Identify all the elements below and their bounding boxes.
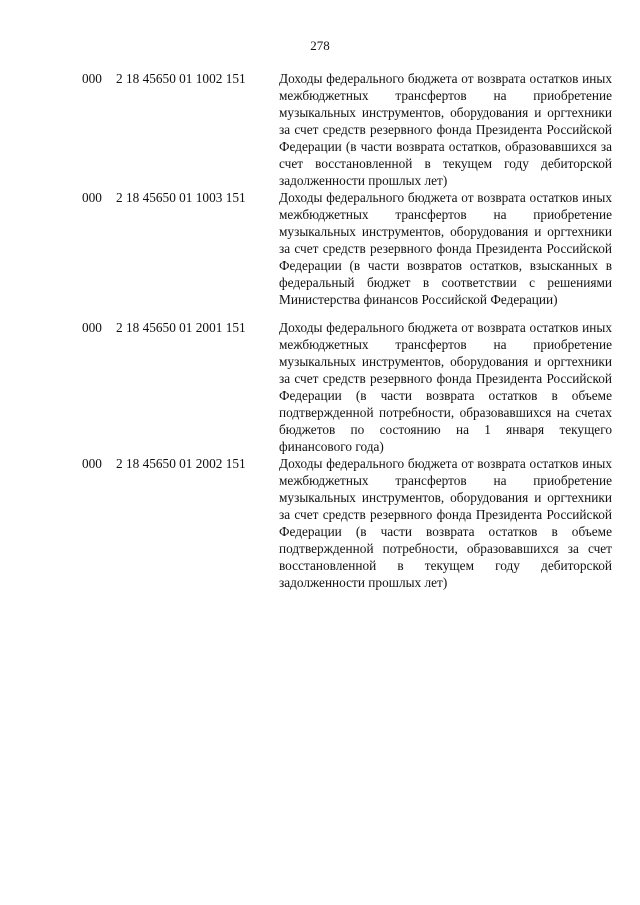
- income-description: Доходы федерального бюджета от возврата остатков иных межбюджетных трансфертов на приобретение музыкальных инструментов, оборудования и оргтехники за счет средств резервного фонда Президента Российской Федерации (в части возврата остатков, образовавшихся за счет восстановленной в текущем году дебиторской задолженности прошлых лет): [279, 71, 612, 188]
- admin-code: 000: [82, 190, 102, 205]
- budget-code-entry: [82, 319, 612, 455]
- budget-code-entry: [82, 455, 612, 591]
- budget-code-entry: [82, 189, 612, 308]
- income-description: Доходы федерального бюджета от возврата остатков иных межбюджетных трансфертов на приобретение музыкальных инструментов, оборудования и оргтехники за счет средств резервного фонда Президента Российской Федерации (в части возврата остатков в объеме подтвержденной потребности, образовавшихся за счет восстановленной в текущем году дебиторской задолженности прошлых лет): [279, 456, 612, 590]
- budget-classification-code: 2 18 45650 01 1003 151: [116, 190, 246, 205]
- income-description: Доходы федерального бюджета от возврата остатков иных межбюджетных трансфертов на приобретение музыкальных инструментов, оборудования и оргтехники за счет средств резервного фонда Президента Российской Федерации (в части возвратов остатков, взысканных в федеральный бюджет в соответствии с решениями Министерства финансов Российской Федерации): [279, 190, 612, 307]
- income-description: Доходы федерального бюджета от возврата остатков иных межбюджетных трансфертов на приобретение музыкальных инструментов, оборудования и оргтехники за счет средств резервного фонда Президента Российской Федерации (в части возврата остатков в объеме подтвержденной потребности, образовавшихся на счетах бюджетов по состоянию на 1 января текущего финансового года): [279, 320, 612, 454]
- budget-classification-code: 2 18 45650 01 2001 151: [116, 320, 246, 335]
- admin-code: 000: [82, 320, 102, 335]
- budget-classification-code: 2 18 45650 01 1002 151: [116, 71, 246, 86]
- admin-code: 000: [82, 71, 102, 86]
- page-number: 278: [310, 38, 330, 53]
- budget-code-entry: [82, 70, 612, 189]
- budget-code-list: [82, 70, 612, 591]
- budget-classification-code: 2 18 45650 01 2002 151: [116, 456, 246, 471]
- admin-code: 000: [82, 456, 102, 471]
